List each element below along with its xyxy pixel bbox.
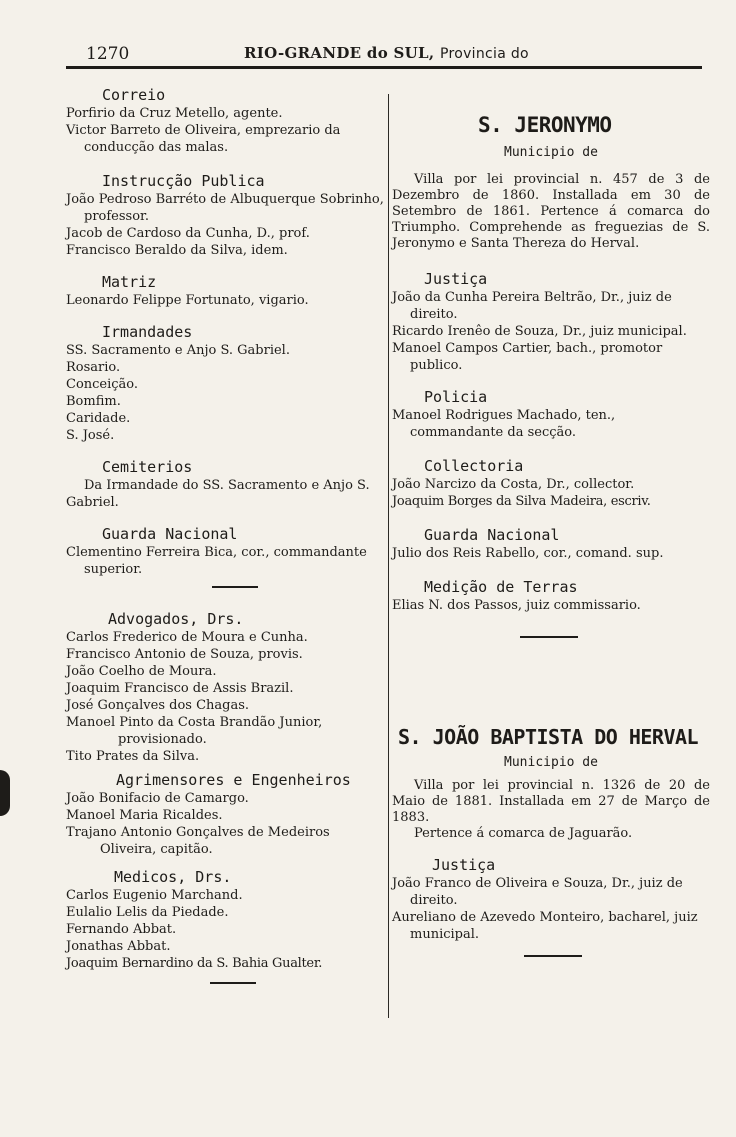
section-heading: Medicos, Drs. bbox=[114, 868, 232, 886]
list-item: Fernando Abbat. bbox=[66, 922, 177, 937]
list-item: Da Irmandade do SS. Sacramento e Anjo S. Gabriel. bbox=[66, 478, 370, 510]
place-description: Villa por lei provincial n. 1326 de 20 de Maio de 1881. Installada em 27 de Março de 1883. bbox=[392, 778, 710, 825]
section-heading: Guarda Nacional bbox=[102, 525, 238, 543]
section-cemiterios bbox=[66, 458, 386, 511]
separator-rule bbox=[520, 636, 578, 638]
list-item: José Gonçalves dos Chagas. bbox=[66, 698, 250, 713]
section-guarda-nacional bbox=[66, 525, 386, 578]
list-item: Trajano Antonio Gonçalves de Medeiros Oliveira, capitão. bbox=[66, 825, 330, 857]
list-item: Tito Prates da Silva. bbox=[66, 749, 200, 764]
list-item: Bomfim. bbox=[66, 394, 121, 409]
list-item: Carlos Eugenio Marchand. bbox=[66, 888, 243, 903]
list-item: Ricardo Irenêo de Souza, Dr., juiz municipal. bbox=[392, 324, 687, 339]
section-agrimensores bbox=[66, 771, 386, 858]
list-item: Julio dos Reis Rabello, cor., comand. sup. bbox=[392, 546, 664, 561]
list-item: Joaquim Bernardino da S. Bahia Gualter. bbox=[66, 956, 323, 971]
section-heading: Cemiterios bbox=[102, 458, 193, 476]
section-justica bbox=[392, 856, 710, 943]
section-heading: Policia bbox=[424, 388, 488, 406]
section-heading: Correio bbox=[102, 86, 166, 104]
list-item: Manoel Maria Ricaldes. bbox=[66, 808, 223, 823]
list-item: João Pedroso Barréto de Albuquerque Sobrinho, professor. bbox=[66, 192, 384, 224]
section-guarda-nacional bbox=[392, 526, 710, 562]
section-justica bbox=[392, 270, 710, 374]
list-item: Elias N. dos Passos, juiz commissario. bbox=[392, 598, 641, 613]
place-s-joao-baptista-do-herval bbox=[392, 724, 710, 957]
column-divider bbox=[388, 94, 389, 1018]
section-heading: Instrucção Publica bbox=[102, 172, 265, 190]
section-collectoria bbox=[392, 457, 710, 510]
list-item: Victor Barreto de Oliveira, emprezario da conducção das malas. bbox=[66, 123, 341, 155]
binding-smudge bbox=[0, 770, 10, 816]
list-item: Porfirio da Cruz Metello, agente. bbox=[66, 106, 283, 121]
right-column bbox=[392, 86, 710, 957]
section-instrucao bbox=[66, 172, 386, 259]
section-heading: Medição de Terras bbox=[424, 578, 578, 596]
section-policia bbox=[392, 388, 710, 441]
list-item: Manoel Pinto da Costa Brandão Junior, provisionado. bbox=[66, 715, 323, 747]
list-item: Clementino Ferreira Bica, cor., commandante superior. bbox=[66, 545, 367, 577]
running-head bbox=[244, 44, 529, 62]
list-item: João Narcizo da Costa, Dr., collector. bbox=[392, 477, 635, 492]
municipio-label: Municipio de bbox=[504, 145, 598, 160]
list-item: Francisco Beraldo da Silva, idem. bbox=[66, 243, 288, 258]
page-header bbox=[0, 0, 736, 72]
list-item: Leonardo Felippe Fortunato, vigario. bbox=[66, 293, 309, 308]
separator-rule bbox=[212, 586, 258, 588]
section-heading: Collectoria bbox=[424, 457, 524, 475]
page-number: 1270 bbox=[86, 44, 130, 64]
list-item: João Coelho de Moura. bbox=[66, 664, 217, 679]
section-heading: Matriz bbox=[102, 273, 157, 291]
place-s-jeronymo bbox=[392, 112, 710, 638]
municipio-label: Municipio de bbox=[504, 755, 598, 770]
list-item: Jonathas Abbat. bbox=[66, 939, 171, 954]
list-item: Manoel Rodrigues Machado, ten., commandante da secção. bbox=[392, 408, 616, 440]
list-item: Carlos Frederico de Moura e Cunha. bbox=[66, 630, 308, 645]
section-heading: Guarda Nacional bbox=[424, 526, 560, 544]
list-item: João Franco de Oliveira e Souza, Dr., juiz de direito. bbox=[392, 876, 683, 908]
list-item: Aureliano de Azevedo Monteiro, bacharel, juiz municipal. bbox=[392, 910, 698, 942]
section-heading: Advogados, Drs. bbox=[108, 610, 244, 628]
list-item: Joaquim Francisco de Assis Brazil. bbox=[66, 681, 294, 696]
section-heading: Agrimensores e Engenheiros bbox=[116, 771, 351, 789]
separator-rule bbox=[524, 955, 582, 957]
list-item: João da Cunha Pereira Beltrão, Dr., juiz de direito. bbox=[392, 290, 672, 322]
section-correio bbox=[66, 86, 386, 156]
list-item: Eulalio Lelis da Piedade. bbox=[66, 905, 229, 920]
running-head-subtitle: Provincia do bbox=[439, 46, 529, 62]
place-title: S. JOÃO BAPTISTA DO HERVAL bbox=[398, 725, 699, 749]
section-heading: Justiça bbox=[424, 270, 488, 288]
list-item: SS. Sacramento e Anjo S. Gabriel. bbox=[66, 343, 290, 358]
section-irmandades bbox=[66, 323, 386, 444]
list-item: Joaquim Borges da Silva Madeira, escriv. bbox=[392, 494, 651, 509]
section-matriz bbox=[66, 273, 386, 309]
place-comarca: Pertence á comarca de Jaguarão. bbox=[414, 826, 633, 841]
section-advogados bbox=[66, 610, 386, 765]
place-description: Villa por lei provincial n. 457 de 3 de Dezembro de 1860. Installada em 30 de Setembro de 1861. Pertence á comarca do Triumpho. Comprehende as freguezias de S. Jeronymo e Santa Thereza do Herval. bbox=[392, 172, 710, 251]
section-heading: Justiça bbox=[432, 856, 496, 874]
list-item: Francisco Antonio de Souza, provis. bbox=[66, 647, 303, 662]
list-item: Caridade. bbox=[66, 411, 131, 426]
section-heading: Irmandades bbox=[102, 323, 193, 341]
running-head-title: RIO-GRANDE do SUL, bbox=[244, 44, 435, 62]
list-item: Conceição. bbox=[66, 377, 139, 392]
header-rule bbox=[66, 66, 702, 69]
separator-rule bbox=[210, 982, 256, 984]
section-medicos bbox=[66, 868, 386, 972]
list-item: Jacob de Cardoso da Cunha, D., prof. bbox=[66, 226, 310, 241]
section-medicao bbox=[392, 578, 710, 614]
list-item: Manoel Campos Cartier, bach., promotor publico. bbox=[392, 341, 663, 373]
list-item: Rosario. bbox=[66, 360, 121, 375]
left-column bbox=[66, 86, 386, 984]
place-title: S. JERONYMO bbox=[478, 113, 612, 137]
list-item: João Bonifacio de Camargo. bbox=[66, 791, 249, 806]
list-item: S. José. bbox=[66, 428, 115, 443]
